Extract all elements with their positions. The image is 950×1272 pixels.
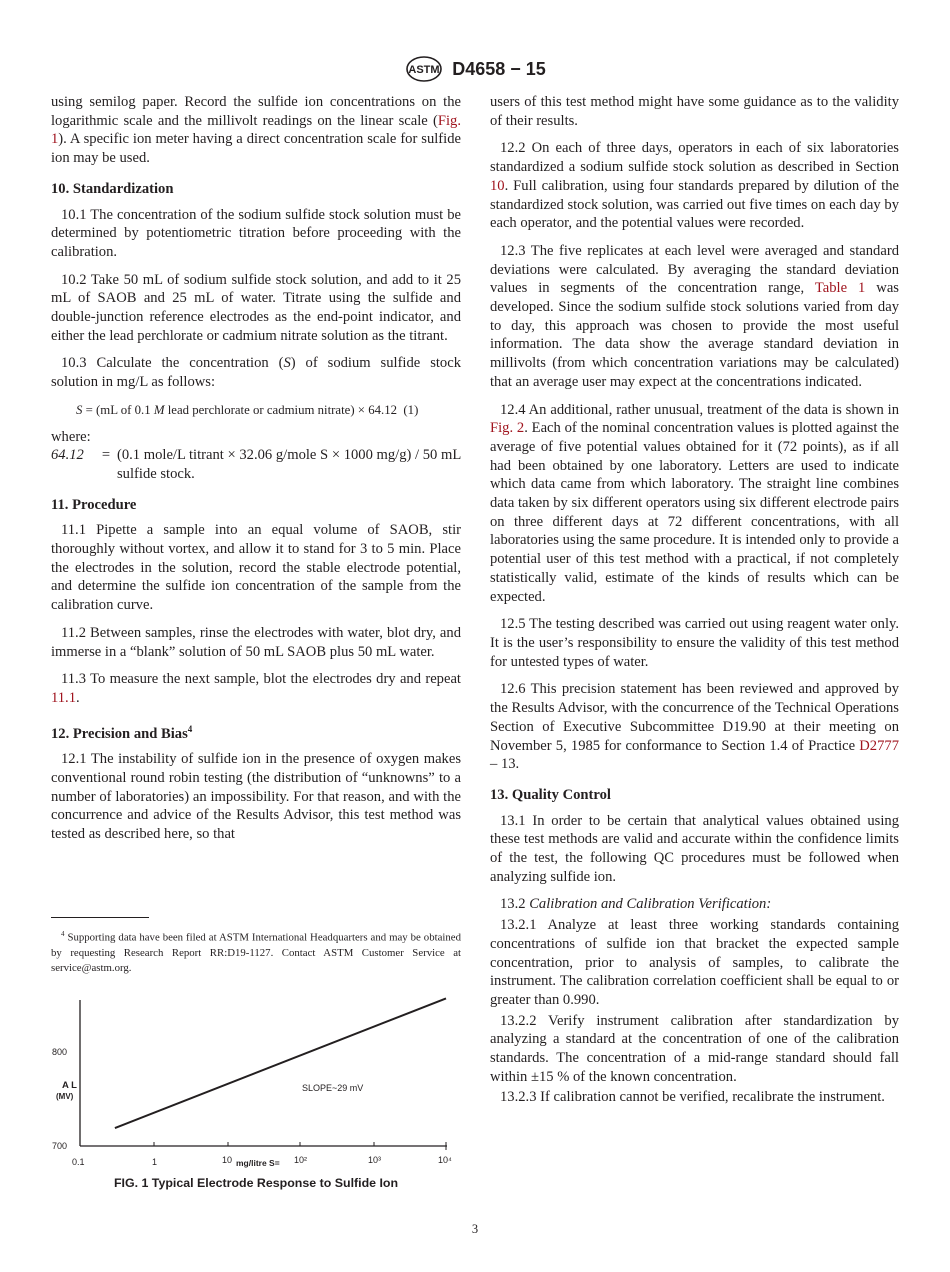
footnote-4: $^4$ Supporting data have been filed at ASTM International Headquarters and may be obtained by requesting Research Report RR:D19-1127. Contact ASTM Customer Service at service@astm.org.: [51, 930, 461, 974]
y-axis-label-2: (MV): [56, 1092, 74, 1101]
astm-logo-icon: [404, 56, 444, 82]
y-tick-700: 700: [52, 1141, 68, 1151]
section-13-heading: 13. Quality Control: [490, 786, 611, 803]
page-header: [0, 56, 950, 84]
x-tick-3: 10²: [294, 1155, 308, 1165]
paragraph-12-1-continuation: users of this test method might have some guidance as to the validity of their results.: [490, 94, 899, 129]
figure-1-chart: [40, 990, 470, 1200]
paragraph-13-1: 13.1 In order to be certain that analytical values obtained using these test methods are valid and accurate within the confidence limits of the test, the following QC procedures must be followed when analyzing sulfide ion.: [490, 812, 899, 885]
x-tick-1: 1: [152, 1157, 158, 1167]
equation-1: S = (mL of 0.1 M lead perchlorate or cadmium nitrate) × 64.12 (1): [76, 402, 419, 417]
table-1-link[interactable]: Table 1: [814, 280, 866, 297]
x-tick-2: 10: [222, 1155, 233, 1165]
intro-paragraph: using semilog paper. Record the sulfide ion concentrations on the logarithmic scale and the millivolt readings on the linear scale (Fig. 1). A specific ion meter having a direct concentration scale for sulfide ion may be used.: [51, 94, 461, 167]
paragraph-12-3: 12.3 The five replicates at each level were averaged and standard deviations were calculated. By averaging the standard deviation values in segments of the concentration range, Table 1 was developed. Since the sodium sulfide stock solutions varied from day to day, this approach was chosen to provide the most useful information. The data show the average standard deviation in millivolts (from which concentration variations may be calculated) that an average user may expect at the concentrations indicated.: [490, 242, 899, 390]
slope-annotation: SLOPE~29 mV: [302, 1083, 364, 1093]
paragraph-11-1: 11.1 Pipette a sample into an equal volume of SAOB, stir thoroughly without vortex, and allow it to stand for 3 to 5 min. Place the electrodes in the solution, record the stable electrode potential, and determine the sulfide ion concentration of the sample from the calibration curve.: [51, 522, 461, 614]
equation-number: (1): [403, 402, 419, 417]
definition-text: (0.1 mole/L titrant × 32.06 g/mole S × 1000 mg/g) / 50 mL sulfide stock.: [117, 447, 461, 482]
d2777-link[interactable]: D2777: [859, 737, 899, 754]
paragraph-10-1: 10.1 The concentration of the sodium sulfide stock solution must be determined by potentiometric titration before proceeding with the calibration.: [51, 206, 461, 260]
page-number: 3: [471, 1222, 479, 1236]
x-tick-5: 10⁴: [438, 1155, 452, 1165]
y-axis-label-1: A L: [62, 1080, 77, 1091]
paragraph-12-6: 12.6 This precision statement has been reviewed and approved by the Results Advisor, with the concurrence of the Technical Operations Section of Executive Subcommittee D19.90 at their meeting on November 5, 1985 for conformance to Section 1.4 of Practice D2777 – 13.: [490, 681, 899, 773]
paragraph-11-2: 11.2 Between samples, rinse the electrodes with water, blot dry, and immerse in a “blank” solution of 50 mL SAOB plus 50 mL water.: [51, 624, 461, 660]
y-tick-800: 800: [52, 1047, 68, 1057]
where-label: where:: [51, 428, 91, 445]
paragraph-10-3: 10.3 Calculate the concentration (S) of sodium sulfide stock solution in mg/L as follows:: [51, 355, 461, 391]
figure-1-caption: FIG. 1 Typical Electrode Response to Sulfide Ion: [113, 1176, 399, 1190]
paragraph-10-2: 10.2 Take 50 mL of sodium sulfide stock solution, and add to it 25 mL of SAOB and 25 mL of water. Titrate using the sulfide and double-junction reference electrodes as the end-point indicator, and either the lead perchlorate or cadmium nitrate solution as the titrant.: [51, 271, 461, 344]
document-id: D4658 − 15: [452, 58, 546, 79]
section-10-link[interactable]: 10: [490, 177, 505, 194]
x-tick-4: 10³: [368, 1155, 382, 1165]
right-column: [490, 93, 899, 1116]
left-column: [51, 93, 461, 853]
paragraph-13-2-3: 13.2.3 If calibration cannot be verified, recalibrate the instrument.: [500, 1089, 885, 1106]
section-10-heading: 10. Standardization: [51, 180, 174, 197]
paragraph-13-2-2: 13.2.2 Verify instrument calibration after standardization by analyzing a standard at the concentration of one of the calibration standards. The concentration of a mid-range standard should fall within ±15 % of the known concentration.: [490, 1012, 899, 1085]
footnote-ref[interactable]: 4: [187, 723, 193, 734]
section-11-1-link[interactable]: 11.1: [51, 689, 76, 706]
paragraph-13-2: 13.2 Calibration and Calibration Verification:: [500, 896, 772, 913]
definition-row: [51, 446, 461, 483]
chart-svg: [40, 990, 470, 1200]
paragraph-12-4: 12.4 An additional, rather unusual, treatment of the data is shown in Fig. 2. Each of the nominal concentration values is plotted against the average of five potential values obtained for it (72 points), as if all had been obtained by one laboratory. Letters are used to indicate which data came from which laboratory. The straight line combines data taken by six different operators using six different electrode pairs on three different days at 72 different concentrations, with all laboratories using the same procedure. It is intended only to provide a potential user of this test method with a practical, if not completely statistically valid, estimate of the kinds of results which can be expected.: [490, 401, 899, 605]
response-line: [115, 998, 446, 1128]
fig1-link[interactable]: Fig. 1: [51, 112, 461, 148]
x-tick-0: 0.1: [72, 1157, 85, 1167]
x-axis-label: mg/litre S=: [236, 1158, 280, 1168]
paragraph-12-5: 12.5 The testing described was carried out using reagent water only. It is the user’s responsibility to ensure the validity of this test method for untested types of water.: [490, 616, 899, 670]
paragraph-13-2-1: 13.2.1 Analyze at least three working standards containing concentrations of sulfide ion that bracket the expected sample concentration, prior to analysis of samples, to calibrate the instrument. The calibration correlation coefficient shall be equal to or greater than 0.990.: [490, 917, 899, 1008]
section-11-heading: 11. Procedure: [51, 496, 137, 513]
paragraph-12-1: 12.1 The instability of sulfide ion in the presence of oxygen makes conventional round robin testing (the distribution of “unknowns” to a number of laboratories) an impossibility. For that reason, and with the concurrence and advice of the Results Advisor, this test method was tested as described here, so that: [51, 751, 461, 843]
definition-equals: =: [101, 447, 111, 464]
svg-text:ASTM: ASTM: [408, 64, 440, 76]
paragraph-11-3: 11.3 To measure the next sample, blot the electrodes dry and repeat 11.1.: [51, 671, 461, 706]
definition-symbol: 64.12: [51, 447, 84, 464]
section-12-heading: 12. Precision and Bias$^4$: [51, 723, 193, 742]
paragraph-12-2: 12.2 On each of three days, operators in each of six laboratories standardized a sodium sulfide stock solution as described in Section 10. Full calibration, using four standards prepared by dilution of the standardized stock solution, was carried out five times on each day by each operator, and the potential values were recorded.: [490, 140, 899, 232]
fig2-link[interactable]: Fig. 2: [490, 420, 525, 437]
footnote-divider: [51, 917, 149, 918]
